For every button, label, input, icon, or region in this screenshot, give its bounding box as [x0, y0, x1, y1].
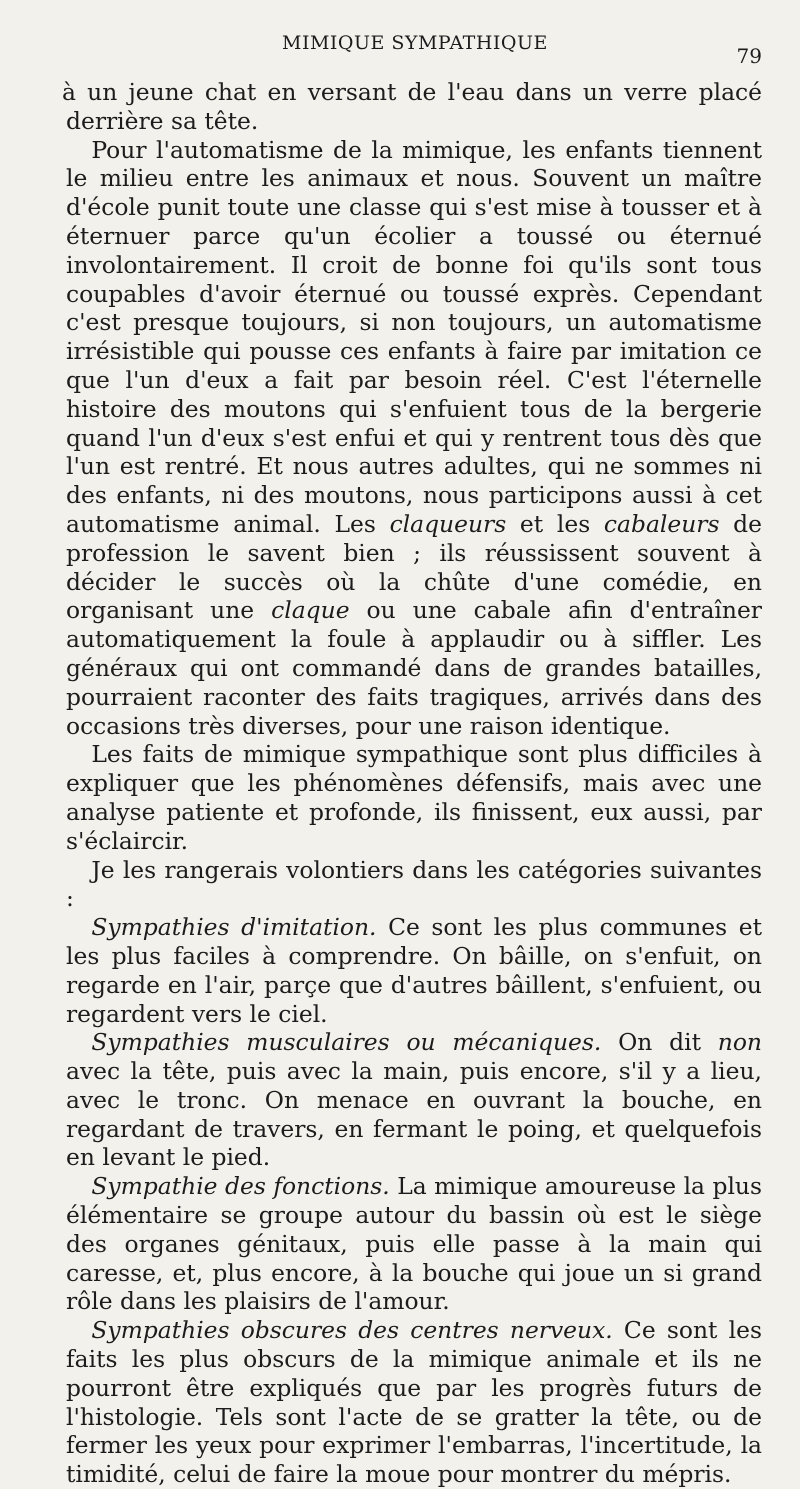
paragraph-text: La mimique amoureuse la plus élémentaire se groupe autour du bassin où est le siège des organes génitaux, puis elle passe à la main qui caresse, et, plus encore, à la bouche qui joue un si grand rôle dans les plaisirs de l'amour.	[66, 1172, 763, 1316]
paragraph-text: et les	[506, 509, 604, 538]
category-heading: Sympathie des fonctions.	[91, 1172, 390, 1201]
paragraph-continuation	[62, 78, 762, 136]
paragraph-text: Ce sont les faits les plus obscurs de la mimique animale et ils ne pourront être expliqués que par les progrès futurs de l'histologie. Tels sont l'acte de se gratter la tête, ou de fermer les yeux pour exprimer l'embarras, l'incertitude, la timidité, celui de faire la moue pour montrer du mépris.	[66, 1316, 762, 1489]
paragraph-functions	[66, 1172, 762, 1316]
body-text	[62, 78, 763, 1489]
paragraph-text: ou une cabale afin d'entraîner automatiquement la foule à applaudir ou à siffler. Les généraux qui ont commandé dans de grandes batailles, pourraient raconter des faits tragiques, arrivés dans des occasions très diverses, pour une raison identique.	[66, 596, 762, 740]
paragraph-categories-intro	[66, 856, 762, 914]
paragraph-facts	[66, 740, 762, 855]
emphasis-claque: claque	[271, 596, 350, 625]
paragraph-automatism	[66, 136, 762, 741]
page-number: 79	[736, 44, 762, 68]
paragraph-text: à un jeune chat en versant de l'eau dans un verre placé derrière sa tête.	[62, 78, 762, 135]
paragraph-nervous-centers	[66, 1316, 762, 1489]
paragraph-imitation	[66, 913, 762, 1028]
emphasis-cabaleurs: cabaleurs	[603, 509, 720, 538]
running-head: MIMIQUE SYMPATHIQUE	[282, 32, 548, 54]
page-header	[66, 30, 762, 70]
paragraph-text: Ce sont les plus communes et les plus faciles à comprendre. On bâille, on s'enfuit, on regarde en l'air, parçe que d'autres bâillent, s'enfuient, ou regardent vers le ciel.	[66, 913, 762, 1028]
category-heading: Sympathies obscures des centres nerveux.	[91, 1316, 613, 1345]
paragraph-text: Je les rangerais volontiers dans les catégories suivantes :	[66, 855, 762, 913]
emphasis-non: non	[717, 1028, 762, 1057]
paragraph-muscular	[66, 1028, 762, 1172]
category-heading: Sympathies d'imitation.	[91, 913, 377, 942]
paragraph-text: avec la tête, puis avec la main, puis encore, s'il y a lieu, avec le tronc. On menace en ouvrant la bouche, en regardant de travers, en fermant le poing, et quelquefois en levant le pied.	[66, 1057, 762, 1172]
category-heading: Sympathies musculaires ou mécaniques.	[91, 1028, 602, 1057]
emphasis-claqueurs: claqueurs	[389, 509, 507, 538]
paragraph-text: Pour l'automatisme de la mimique, les enfants tiennent le milieu entre les animaux et nous. Souvent un maître d'école punit toute une classe qui s'est mise à tousser et à éternuer parce qu'un écolier a toussé ou éternué involontairement. Il croit de bonne foi qu'ils sont tous coupables d'avoir éternué ou toussé exprès. Cependant c'est presque toujours, si non toujours, un automatisme irrésistible qui pousse ces enfants à faire par imitation ce que l'un d'eux a fait par besoin réel. C'est l'éternelle histoire des moutons qui s'enfuient tous de la bergerie quand l'un d'eux s'est enfui et qui y rentrent tous dès que l'un est rentré. Et nous autres adultes, qui ne sommes ni des enfants, ni des moutons, nous participons aussi à cet automatisme animal. Les	[66, 135, 762, 538]
paragraph-text: On dit	[601, 1028, 718, 1057]
paragraph-text: de profession le savent bien ; ils réussissent souvent à décider le succès où la chûte d'une comédie, en organisant une	[66, 509, 762, 625]
paragraph-text: Les faits de mimique sympathique sont plus difficiles à expliquer que les phénomènes défensifs, mais avec une analyse patiente et profonde, ils finissent, eux aussi, par s'éclaircir.	[66, 740, 762, 855]
